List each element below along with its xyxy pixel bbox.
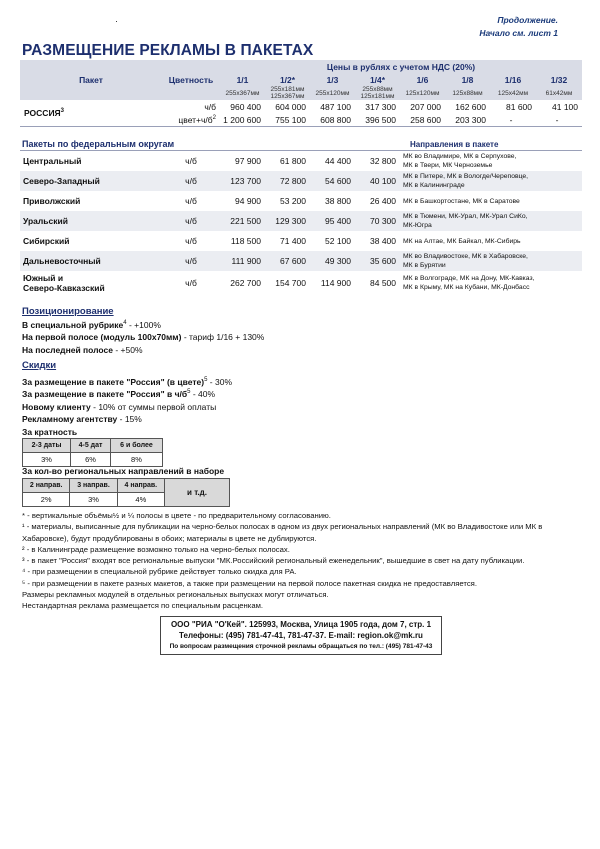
district-name: Дальневосточный bbox=[20, 251, 162, 271]
footnote: Нестандартная реклама размещается по специальным расценкам. bbox=[22, 601, 264, 611]
positioning-heading: Позиционирование bbox=[22, 306, 114, 317]
price-cell: 35 600 bbox=[355, 251, 400, 271]
directions-heading: Направления в пакете bbox=[410, 140, 499, 149]
multiplicity-heading: За кратность bbox=[22, 427, 78, 437]
price-cell: 755 100 bbox=[275, 114, 306, 125]
color-cell: ч/б bbox=[185, 196, 197, 206]
color-cell: ч/б bbox=[162, 171, 220, 191]
format-header: 1/2* bbox=[279, 74, 296, 85]
price-cell: 123 700 bbox=[220, 171, 265, 191]
table-row bbox=[20, 211, 582, 231]
district-name: Уральский bbox=[20, 211, 162, 231]
price-cell: 70 300 bbox=[355, 211, 400, 231]
direction-line: МК в Крыму, МК на Кубани, МК-Донбасс bbox=[403, 284, 530, 291]
color-cell: ч/б bbox=[185, 156, 197, 166]
price-table bbox=[20, 60, 582, 127]
federal-table bbox=[20, 151, 582, 295]
price-cell: 258 600 bbox=[410, 114, 441, 125]
price-cell: 49 300 bbox=[310, 251, 355, 271]
footnote: Размеры рекламных модулей в отдельных региональных выпусках могут отличаться. bbox=[22, 590, 329, 600]
direction-line: МК-Югра bbox=[403, 222, 432, 229]
table-row bbox=[20, 191, 582, 211]
district-name: Сибирский bbox=[23, 236, 70, 246]
positioning-block bbox=[22, 306, 422, 356]
footnote-sup: 5 bbox=[204, 376, 208, 383]
price-cell: 44 400 bbox=[325, 156, 351, 166]
color-sup: 2 bbox=[212, 114, 216, 121]
district-name-line: Южный и bbox=[23, 273, 64, 283]
price-cell: 71 400 bbox=[280, 236, 306, 246]
format-header: 1/3 bbox=[326, 74, 339, 85]
format-header: 1/8 bbox=[461, 74, 474, 85]
price-cell: 40 100 bbox=[355, 171, 400, 191]
price-cell: 317 300 bbox=[365, 101, 396, 112]
contact-address: ООО "РИА "О'Кей". 125993, Москва, Улица 1905 года, дом 7, стр. 1 bbox=[170, 620, 432, 629]
table-header-cell: 3 направ. bbox=[70, 479, 117, 493]
stray-dot: · bbox=[115, 16, 118, 26]
format-header: 1/32 bbox=[550, 74, 568, 85]
price-cell: 396 500 bbox=[365, 114, 396, 125]
start-ref-label: Начало см. лист 1 bbox=[479, 28, 558, 38]
directions-cell bbox=[400, 171, 582, 191]
price-cell: 604 000 bbox=[275, 101, 306, 112]
price-cell: 26 400 bbox=[370, 196, 396, 206]
positioning-label: На последней полосе bbox=[22, 344, 113, 355]
positioning-line bbox=[22, 344, 422, 357]
positioning-value: - +50% bbox=[115, 344, 143, 355]
discount-value: - 30% bbox=[209, 376, 233, 387]
direction-line: МК в Башкортостане, МК в Саратове bbox=[403, 197, 520, 205]
color-cell: ч/б bbox=[185, 236, 197, 246]
direction-line: МК на Алтае, МК Байкал, МК-Сибирь bbox=[403, 237, 521, 245]
footnote: * - вертикальные объёмы½ и ¼ полосы в цвете - по предварительному согласованию. bbox=[22, 511, 331, 520]
table-row bbox=[20, 100, 582, 113]
direction-line: МК в Питере, МК в Вологде/Череповце, bbox=[403, 173, 529, 180]
discount-line bbox=[22, 401, 422, 414]
directions-cell bbox=[400, 191, 582, 211]
color-cell: ч/б bbox=[162, 251, 220, 271]
price-cell: 487 100 bbox=[320, 101, 351, 112]
direction-line: МК в Волгограде, МК на Дону, МК-Кавказ, bbox=[403, 275, 535, 282]
price-cell: 95 400 bbox=[310, 211, 355, 231]
price-cell: 38 800 bbox=[325, 196, 351, 206]
direction-line: МК во Владивостоке, МК в Хабаровске, bbox=[403, 253, 528, 260]
price-cell: 129 300 bbox=[265, 211, 310, 231]
price-cell: 162 600 bbox=[455, 101, 486, 112]
discount-label: Новому клиенту bbox=[22, 401, 91, 412]
price-cell: 154 700 bbox=[275, 278, 306, 288]
price-cell: 84 500 bbox=[370, 278, 396, 288]
price-cell: - bbox=[555, 114, 559, 125]
table-cell: и т.д. bbox=[165, 479, 230, 507]
price-cell: 960 400 bbox=[230, 101, 261, 112]
price-cell: 203 300 bbox=[455, 114, 486, 125]
federal-heading: Пакеты по федеральным округам bbox=[22, 139, 175, 149]
price-cell: 118 500 bbox=[230, 236, 261, 246]
directions-cell bbox=[400, 231, 582, 251]
directions-cell bbox=[400, 251, 582, 271]
district-name: Центральный bbox=[23, 156, 82, 166]
table-cell: 6% bbox=[71, 453, 111, 467]
discount-line bbox=[22, 413, 422, 426]
table-header-cell: 2-3 даты bbox=[23, 439, 71, 453]
table-row bbox=[23, 439, 163, 453]
discounts-block bbox=[22, 360, 422, 426]
row-name-text: РОССИЯ bbox=[24, 108, 61, 118]
district-name bbox=[20, 271, 162, 295]
contact-phones: Телефоны: (495) 781-47-41, 781-47-37. E-mail: region.ok@mk.ru bbox=[179, 631, 423, 640]
footnote: ³ - в пакет "Россия" входят все региональные выпуски "МК.Российский региональный еженедельник", вышедшие в свет на дату публикации. bbox=[22, 556, 525, 566]
continuation-note bbox=[479, 14, 558, 40]
regional-table bbox=[22, 478, 230, 507]
district-name: Приволжский bbox=[23, 196, 81, 206]
size-label: 255x181мм 125x367мм bbox=[270, 86, 305, 100]
page-title: РАЗМЕЩЕНИЕ РЕКЛАМЫ В ПАКЕТАХ bbox=[22, 42, 314, 59]
color-cell: ч/б bbox=[204, 101, 216, 112]
price-cell: - bbox=[509, 114, 513, 125]
direction-line: МК в Бурятии bbox=[403, 262, 446, 269]
price-cell: 52 100 bbox=[325, 236, 351, 246]
table-row bbox=[20, 271, 582, 295]
footnote-sup: 5 bbox=[187, 389, 191, 396]
discount-label: Рекламному агентству bbox=[22, 414, 118, 424]
footnotes bbox=[22, 510, 582, 612]
positioning-label: На первой полосе (модуль 100x70мм) bbox=[22, 332, 182, 342]
direction-line: МК в Тюмени, МК-Урал, МК-Урал СиКо, bbox=[403, 213, 528, 220]
table-cell: 3% bbox=[23, 453, 71, 467]
positioning-label: В специальной рубрике bbox=[22, 319, 124, 330]
positioning-value: - тариф 1/16 + 130% bbox=[183, 332, 265, 342]
price-cell: 221 500 bbox=[220, 211, 265, 231]
price-cell: 53 200 bbox=[280, 196, 306, 206]
price-cell: 97 900 bbox=[235, 156, 261, 166]
footnote: ¹ - материалы, выписанные для публикации на черно-белых полосах в одном из двух региональных направлений (МК во Владивостоке или МК в Хабаровске), будут продублированы в обоих; материалы в цвете не дублируются. bbox=[22, 522, 543, 543]
direction-line: МК во Владимире, МК в Серпухове, bbox=[403, 153, 517, 160]
price-cell: 41 100 bbox=[552, 101, 578, 112]
table-cell: 8% bbox=[110, 453, 162, 467]
price-cell: 61 800 bbox=[280, 156, 306, 166]
price-cell: 38 400 bbox=[370, 236, 396, 246]
table-row bbox=[23, 453, 163, 467]
format-header: 1/16 bbox=[504, 74, 522, 85]
district-name: Северо-Западный bbox=[20, 171, 162, 191]
footnote: ⁵ - при размещении в пакете разных макетов, а также при размещении на первой полосе пакетная скидка не предоставляется. bbox=[22, 578, 477, 588]
table-header-cell: 2 направ. bbox=[23, 479, 70, 493]
size-label: 125x120мм bbox=[405, 89, 440, 97]
discount-line bbox=[22, 388, 422, 401]
color-cell bbox=[162, 113, 220, 127]
table-row bbox=[20, 171, 582, 191]
table-cell: 3% bbox=[70, 493, 117, 507]
col-package-header: Пакет bbox=[79, 75, 103, 85]
district-name-line: Северо-Кавказский bbox=[23, 283, 105, 293]
footnote-sup: 4 bbox=[123, 319, 127, 326]
table-row bbox=[20, 251, 582, 271]
size-label: 255x88мм 125x181мм bbox=[360, 86, 395, 100]
regional-heading: За кол-во региональных направлений в наборе bbox=[22, 466, 225, 476]
price-cell: 94 900 bbox=[235, 196, 261, 206]
format-header: 1/6 bbox=[416, 74, 429, 85]
color-cell: ч/б bbox=[185, 278, 197, 288]
price-cell: 81 600 bbox=[506, 101, 532, 112]
positioning-line bbox=[22, 319, 422, 332]
table-cell: 2% bbox=[23, 493, 70, 507]
table-header-cell: 4-5 дат bbox=[71, 439, 111, 453]
discounts-heading: Скидки bbox=[22, 360, 57, 371]
size-label: 125x42мм bbox=[497, 89, 529, 97]
price-cell: 54 600 bbox=[310, 171, 355, 191]
price-cell: 32 800 bbox=[370, 156, 396, 166]
footnote: ⁴ - при размещении в специальной рубрике действует только скидка для РА. bbox=[22, 567, 297, 577]
price-cell: 262 700 bbox=[230, 278, 261, 288]
size-label: 61x42мм bbox=[545, 89, 573, 97]
row-name-russia bbox=[20, 100, 162, 127]
price-cell: 207 000 bbox=[410, 101, 441, 112]
contact-note: По вопросам размещения строчной рекламы обращаться по тел.: (495) 781-47-43 bbox=[169, 643, 433, 650]
price-caption: Цены в рублях с учетом НДС (20%) bbox=[326, 61, 476, 72]
direction-line: МК в Калининграде bbox=[403, 182, 465, 189]
discount-label: За размещение в пакете "Россия" в ч/б bbox=[22, 389, 188, 399]
discount-value: - 15% bbox=[119, 414, 142, 424]
directions-cell bbox=[400, 211, 582, 231]
color-text: цвет+ч/б bbox=[178, 114, 213, 125]
color-cell: ч/б bbox=[162, 211, 220, 231]
direction-line: МК в Твери, МК Черноземье bbox=[403, 162, 493, 169]
row-name-sup: 3 bbox=[60, 108, 65, 115]
table-header-cell: 6 и более bbox=[110, 439, 162, 453]
directions-cell bbox=[400, 271, 582, 295]
positioning-value: - +100% bbox=[128, 319, 161, 330]
col-color-header: Цветность bbox=[168, 75, 214, 85]
footnote: ² - в Калининграде размещение возможно только на черно-белых полосах. bbox=[22, 544, 290, 554]
table-header-cell: 4 направ. bbox=[117, 479, 164, 493]
format-header: 1/1 bbox=[236, 74, 249, 85]
size-label: 125x88мм bbox=[452, 89, 483, 97]
discount-value: - 40% bbox=[192, 389, 216, 399]
price-cell: 111 900 bbox=[220, 251, 265, 271]
price-cell: 114 900 bbox=[320, 278, 351, 288]
discount-line bbox=[22, 376, 422, 389]
positioning-line bbox=[22, 331, 422, 344]
table-row bbox=[20, 151, 582, 171]
discount-label: За размещение в пакете "Россия" (в цвете) bbox=[22, 376, 205, 387]
size-label: 255x120мм bbox=[315, 89, 350, 97]
multiplicity-table bbox=[22, 438, 163, 467]
directions-cell bbox=[400, 151, 582, 171]
size-label: 255x367мм bbox=[225, 89, 260, 97]
price-cell: 608 800 bbox=[320, 114, 351, 125]
price-cell: 72 800 bbox=[265, 171, 310, 191]
table-cell: 4% bbox=[117, 493, 164, 507]
price-cell: 67 600 bbox=[265, 251, 310, 271]
contact-box bbox=[160, 616, 442, 655]
continued-label: Продолжение. bbox=[497, 15, 558, 25]
discount-value: - 10% от суммы первой оплаты bbox=[93, 401, 217, 412]
format-header: 1/4* bbox=[369, 74, 386, 85]
table-row bbox=[20, 231, 582, 251]
price-cell: 1 200 600 bbox=[223, 114, 261, 125]
table-row bbox=[23, 479, 230, 493]
